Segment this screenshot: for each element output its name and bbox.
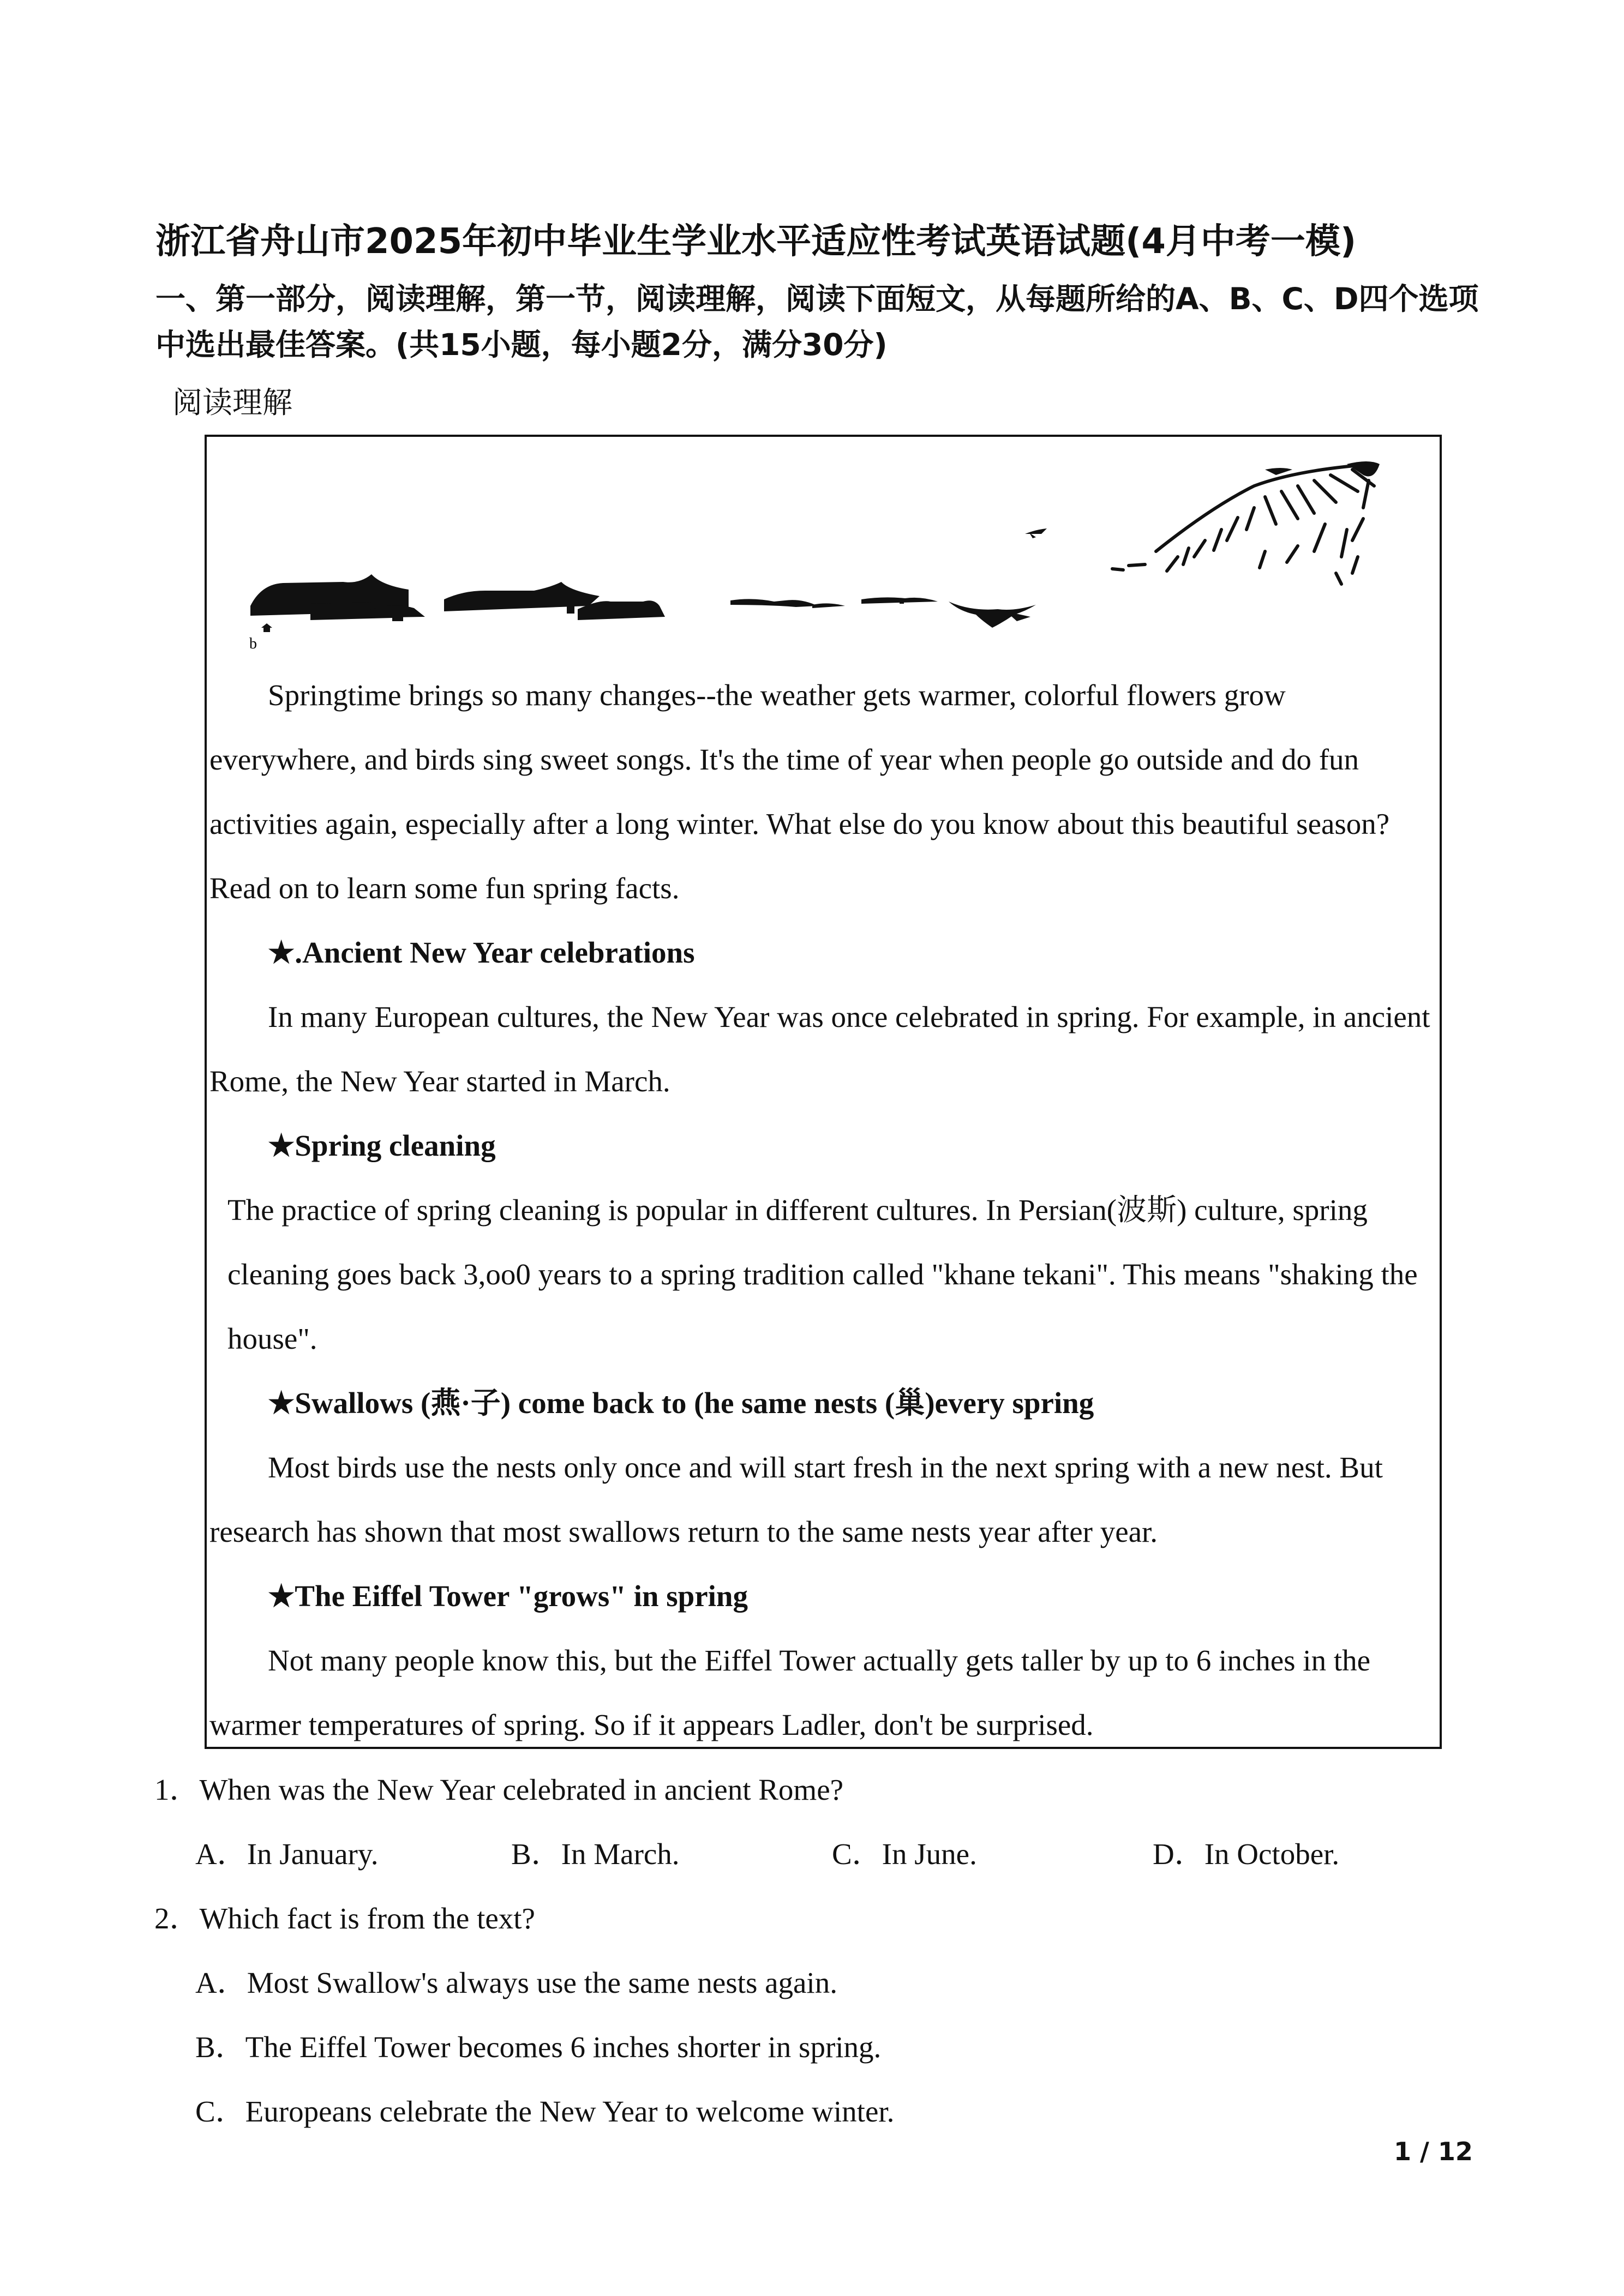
question-number: 1． xyxy=(154,1773,200,1806)
fact-text-new-year: In many European cultures, the New Year was once celebrated in spring. For example, in ancient Rome, the New Year started in March. xyxy=(209,1000,1430,1098)
passage-box xyxy=(205,435,1442,1749)
fact-text-swallows: Most birds use the nests only once and will start fresh in the next spring with a new nest. But research has shown that most swallows return to the same nests year after year. xyxy=(209,1451,1383,1548)
question-1-option-a: A．In January. xyxy=(195,1837,379,1871)
fact-text-eiffel-tower: Not many people know this, but the Eiffel Tower actually gets taller by up to 6 inches in the warmer temperatures of spring. So if it appears Ladler, don't be surprised. xyxy=(209,1644,1371,1741)
question-text: Which fact is from the text? xyxy=(199,1902,535,1935)
distant-shore xyxy=(730,597,938,608)
question-1 xyxy=(154,1758,843,1822)
spring-landscape-illustration xyxy=(229,448,1418,655)
fact-heading-swallows: ★Swallows (燕·子) come back to (he same nests (巢)every spring xyxy=(268,1386,1094,1420)
question-number: 2． xyxy=(154,1902,200,1935)
question-2 xyxy=(154,1886,535,1951)
passage-intro: Springtime brings so many changes--the weather gets warmer, colorful flowers grow everywhere, and birds sing sweet songs. It's the time of year when people go outside and do fun activities again, especially after a long winter. What else do you know about this beautiful season? Read on to learn some fun spring facts. xyxy=(209,678,1390,905)
fact-heading-spring-cleaning: ★Spring cleaning xyxy=(268,1129,496,1162)
exam-title: 浙江省舟山市2025年初中毕业生学业水平适应性考试英语试题(4月中考一模) xyxy=(155,221,1357,262)
section-instructions: 一、第一部分，阅读理解，第一节，阅读理解，阅读下面短文，从每题所给的A、B、C、D四个选项中选出最佳答案。(共15小题，每小题2分，满分30分) xyxy=(155,281,1479,362)
question-2-option-a: A．Most Swallow's always use the same nests again. xyxy=(195,1966,837,1999)
question-1-option-b: B．In March. xyxy=(511,1837,680,1871)
illustration-mark: b xyxy=(249,635,257,652)
question-1-option-d: D．In October. xyxy=(1153,1837,1340,1871)
willow-branches xyxy=(1112,464,1374,584)
question-2-option-b: B．The Eiffel Tower becomes 6 inches shorter in spring. xyxy=(195,2030,882,2064)
swallow-birds xyxy=(949,528,1047,628)
question-1-option-c: C．In June. xyxy=(832,1837,977,1871)
page-number: 1 / 12 xyxy=(1394,2137,1473,2166)
section-label: 阅读理解 xyxy=(172,386,293,419)
fact-heading-new-year: ★.Ancient New Year celebrations xyxy=(268,936,695,969)
question-text: When was the New Year celebrated in ancient Rome? xyxy=(199,1773,844,1806)
village-roofs xyxy=(250,574,665,632)
fact-text-spring-cleaning: The practice of spring cleaning is popular in different cultures. In Persian(波斯) culture, spring cleaning goes back 3,oo0 years to a spring tradition called "khane tekani". This means "shaking the house". xyxy=(227,1193,1418,1355)
question-2-option-c: C．Europeans celebrate the New Year to welcome winter. xyxy=(195,2095,895,2128)
fact-heading-eiffel-tower: ★The Eiffel Tower "grows" in spring xyxy=(268,1579,748,1613)
